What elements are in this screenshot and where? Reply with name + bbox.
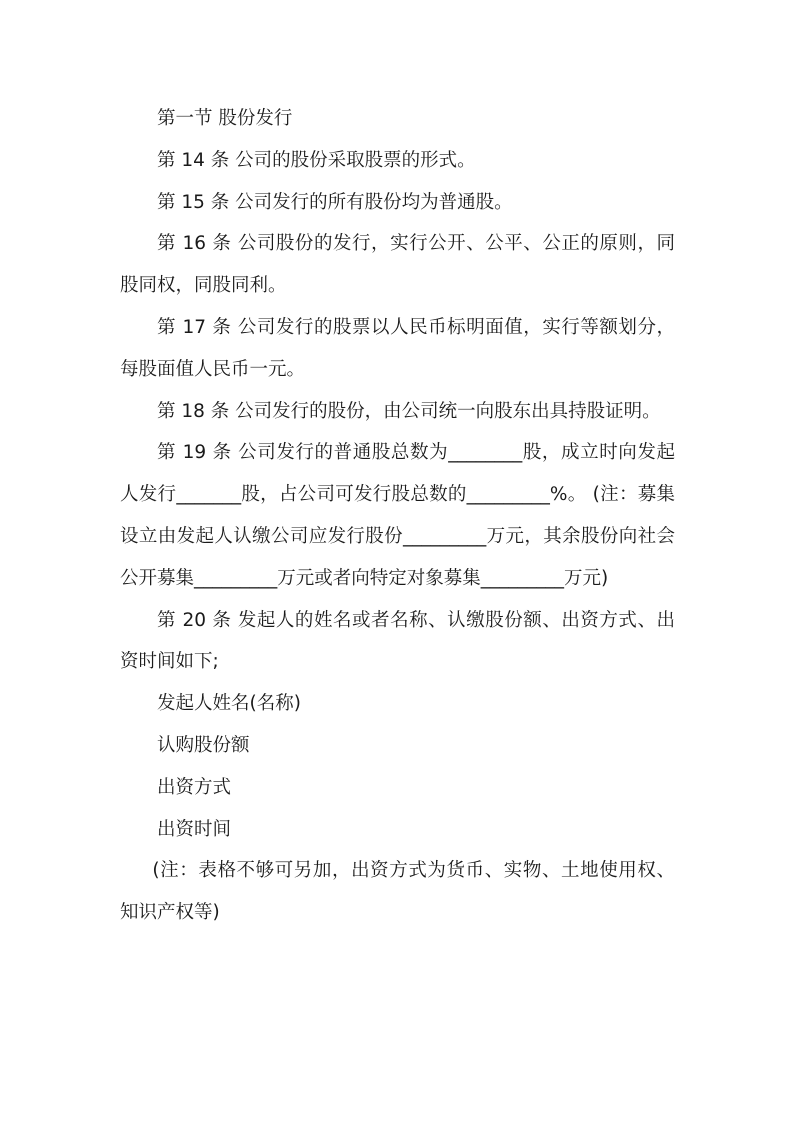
- article-20: 第 20 条 发起人的姓名或者名称、认缴股份额、出资方式、出资时间如下;: [120, 609, 675, 673]
- section-heading: 第一节 股份发行: [157, 108, 293, 129]
- article-15: 第 15 条 公司发行的所有股份均为普通股。: [157, 191, 513, 213]
- note-table: (注：表格不够可另加，出资方式为货币、实物、土地使用权、知识产权等): [120, 860, 675, 924]
- article-17: 第 17 条 公司发行的股票以人民币标明面值，实行等额划分，每股面值人民币一元。: [120, 316, 675, 380]
- field-subscribed-shares: 认购股份额: [157, 734, 250, 756]
- field-contribution-method: 出资方式: [157, 776, 232, 798]
- article-16: 第 16 条 公司股份的发行，实行公开、公平、公正的原则，同股同权，同股同利。: [120, 233, 675, 297]
- article-14: 第 14 条 公司的股份采取股票的形式。: [157, 149, 476, 171]
- field-contribution-time: 出资时间: [157, 818, 232, 840]
- article-18: 第 18 条 公司发行的股份，由公司统一向股东出具持股证明。: [157, 400, 661, 422]
- document-body: [120, 98, 675, 934]
- field-promoter-name: 发起人姓名(名称): [157, 693, 301, 715]
- article-19: 第 19 条 公司发行的普通股总数为________股，成立时向发起人发行_______股，占公司可发行股总数的_________%。 (注：募集设立由发起人认缴公司应发行股份_________万元，其余股份向社会公开募集_________万元或者向特定对象募集_________万元): [120, 442, 675, 589]
